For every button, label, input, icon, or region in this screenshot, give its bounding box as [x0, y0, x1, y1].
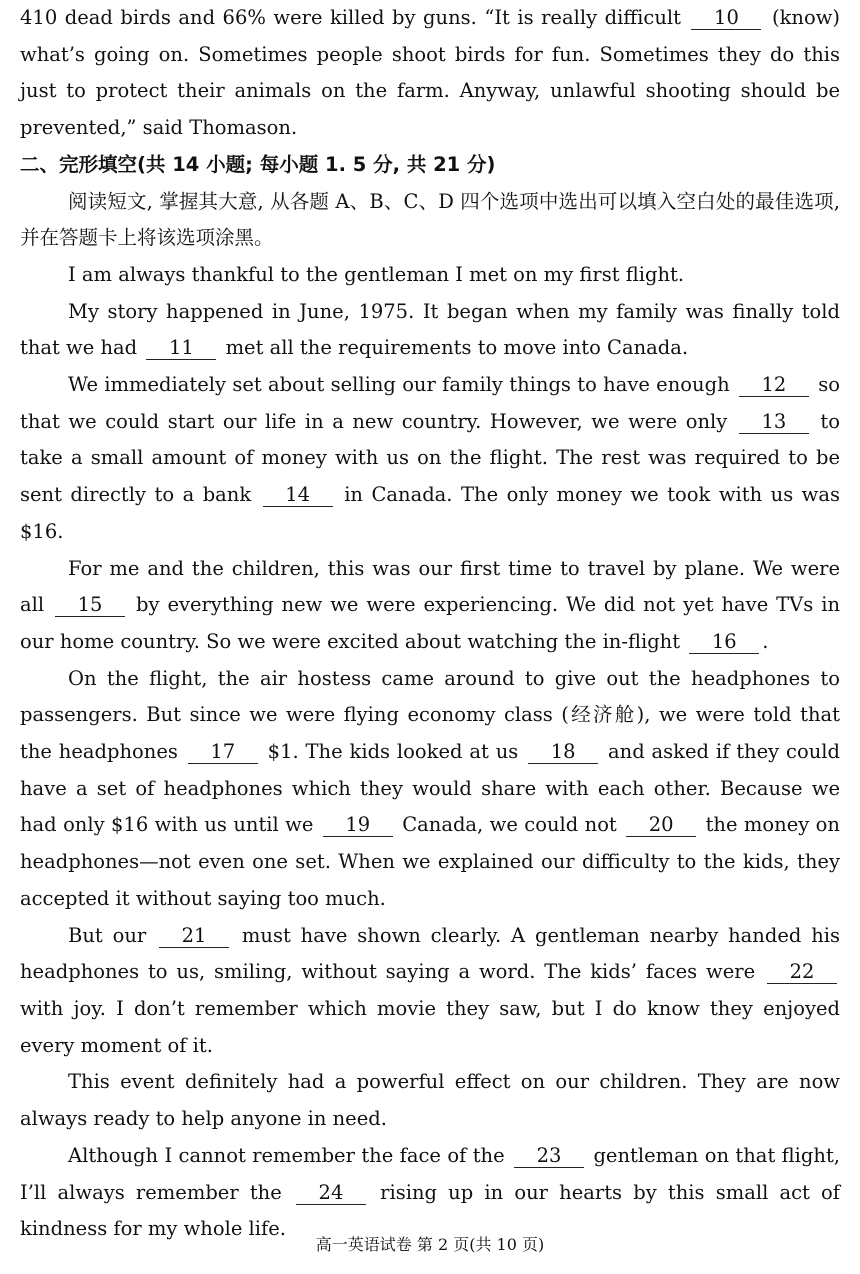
- blank-12: 12: [739, 374, 809, 397]
- page-footer: 高一英语试卷 第 2 页(共 10 页): [315, 1235, 545, 1254]
- section-instruction: 阅读短文, 掌握其大意, 从各题 A、B、C、D 四个选项中选出可以填入空白处的最佳选项, 并在答题卡上将该选项涂黑。: [20, 189, 840, 250]
- text: .: [762, 629, 769, 653]
- blank-16: 16: [689, 631, 759, 654]
- blank-22: 22: [767, 961, 837, 984]
- text: in Canada. The only money we took with us was $16.: [20, 483, 841, 543]
- paragraph-3: [20, 367, 840, 551]
- text: $1. The kids looked at us: [267, 740, 519, 764]
- text: Although I cannot remember the face of the: [68, 1143, 505, 1167]
- text: Canada, we could not: [402, 813, 617, 837]
- blank-24: 24: [296, 1182, 366, 1205]
- text: My story happened in June, 1975. It began when my family was finally told that we had: [20, 299, 840, 360]
- text: and asked if they could have a set of headphones which they would share with each other. Because we had only $16 with us until we: [20, 740, 840, 837]
- blank-11: 11: [146, 337, 216, 360]
- text: must have shown clearly. A gentleman nearby handed his headphones to us, smiling, without saying a word. The kids’ faces were: [20, 923, 840, 984]
- text: the money on headphones—not even one set. When we explained our difficulty to the kids, they accepted it without saying too much.: [20, 813, 840, 910]
- blank-23: 23: [514, 1145, 584, 1168]
- section-heading: 二、完形填空(共 14 小题; 每小题 1. 5 分, 共 21 分): [20, 152, 496, 176]
- paragraph-4: [20, 551, 840, 661]
- paragraph-1: I am always thankful to the gentleman I met on my first flight.: [68, 262, 685, 286]
- blank-10: 10: [691, 7, 761, 30]
- text: with joy. I don’t remember which movie they saw, but I do know they enjoyed every moment of it.: [20, 996, 840, 1057]
- blank-20: 20: [626, 814, 696, 837]
- text: 410 dead birds and 66% were killed by guns. “It is really difficult: [20, 6, 681, 29]
- text: We immediately set about selling our family things to have enough: [68, 373, 730, 397]
- blank-17: 17: [188, 741, 258, 764]
- text: For me and the children, this was our first time to travel by plane. We were all: [20, 556, 840, 617]
- text: by everything new we were experiencing. We did not yet have TVs in our home country. So we were excited about watching the in-flight: [20, 593, 841, 653]
- blank-19: 19: [323, 814, 393, 837]
- text: met all the requirements to move into Canada.: [225, 336, 689, 360]
- blank-15: 15: [55, 594, 125, 617]
- paragraph-2: [20, 294, 840, 367]
- blank-13: 13: [739, 411, 809, 434]
- text: to take a small amount of money with us on the flight. The rest was required to be sent directly to a bank: [20, 409, 840, 507]
- blank-21: 21: [159, 925, 229, 948]
- text: On the flight, the air hostess came around to give out the headphones to passengers. But since we were flying economy class (经济舱), we were told that the headphones: [20, 666, 840, 764]
- exam-page: [20, 0, 840, 1248]
- paragraph-7: This event definitely had a powerful effect on our children. They are now always ready to help anyone in need.: [20, 1070, 840, 1131]
- previous-passage-end: [20, 0, 840, 147]
- blank-18: 18: [528, 741, 598, 764]
- text: rising up in our hearts by this small act of kindness for my whole life.: [20, 1180, 841, 1241]
- text: (know) what’s going on. Sometimes people shoot birds for fun. Sometimes they do this just to protect their animals on the farm. Anyway, unlawful shooting should be prevented,” said Thomason.: [20, 6, 841, 140]
- blank-14: 14: [263, 484, 333, 507]
- text: But our: [68, 923, 147, 947]
- text: so that we could start our life in a new country. However, we were only: [20, 373, 840, 433]
- text: gentleman on that flight, I’ll always remember the: [20, 1143, 840, 1204]
- paragraph-6: [20, 918, 840, 1065]
- paragraph-5: [20, 661, 840, 918]
